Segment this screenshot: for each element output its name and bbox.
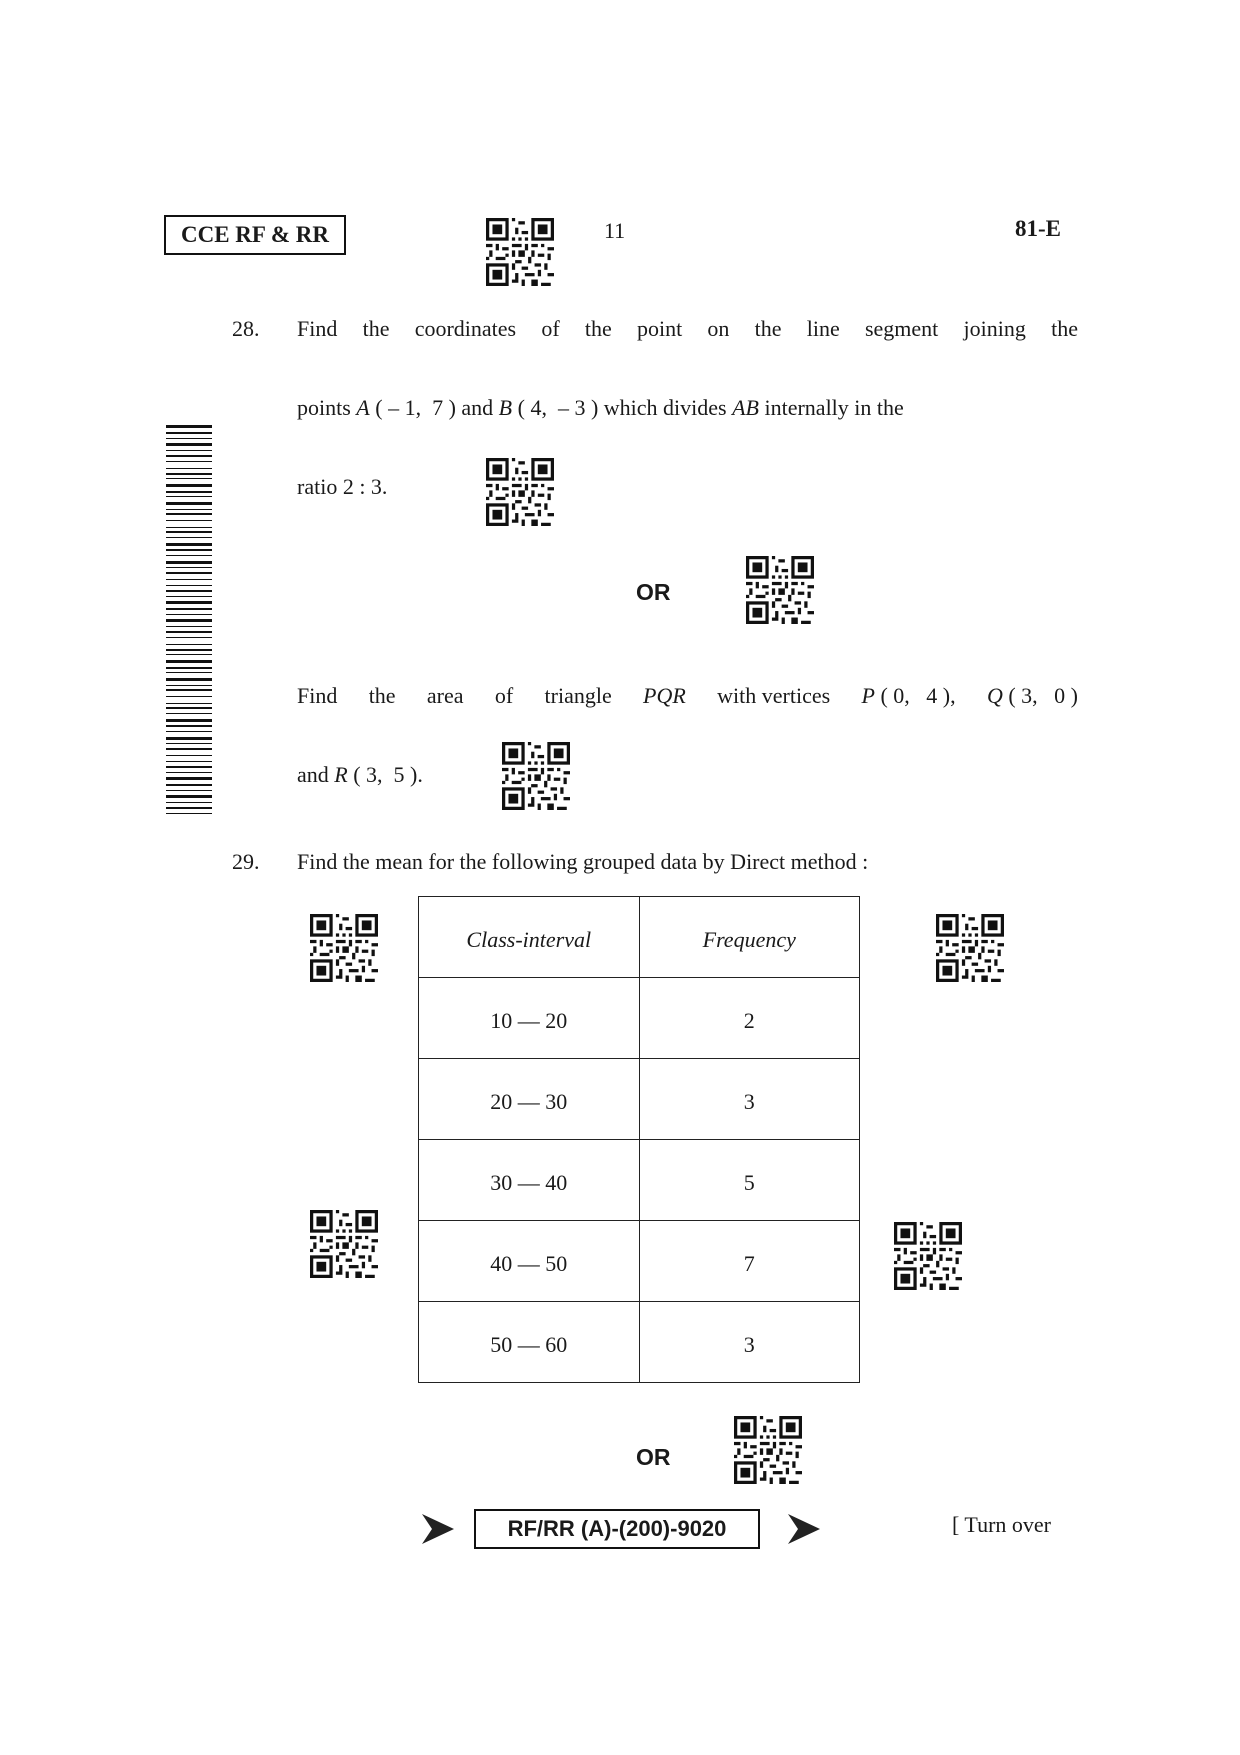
arrow-pointer-icon — [786, 1512, 822, 1546]
q28-line-2: points A ( – 1, 7 ) and B ( 4, – 3 ) which divides AB internally in the — [297, 395, 904, 420]
q28-line-1 — [297, 316, 1078, 342]
turn-over-label: [ Turn over — [952, 1512, 1052, 1537]
question-number-28: 28. — [232, 316, 260, 341]
segment-label: AB — [732, 395, 759, 420]
table-row — [419, 978, 860, 1059]
qr-code-icon — [734, 1416, 802, 1484]
word: coordinates — [414, 316, 517, 341]
q29-text: Find the mean for the following grouped data by Direct method : — [297, 849, 869, 874]
table-header-row — [419, 897, 860, 978]
word: Find — [297, 316, 338, 341]
q28-alt-line-1: Find the area of triangle PQR with vertices P ( 0, 4 ), Q ( 3, 0 ) — [297, 683, 1078, 708]
header-class-interval: Class-interval — [419, 897, 640, 978]
class-interval-cell: 40 — 50 — [419, 1221, 640, 1302]
frequency-cell: 3 — [639, 1059, 860, 1140]
qr-code-icon — [746, 556, 814, 624]
table-row — [419, 1221, 860, 1302]
table-row — [419, 1140, 860, 1221]
qr-code-icon — [486, 458, 554, 526]
frequency-cell: 3 — [639, 1302, 860, 1383]
word: point — [636, 316, 683, 341]
qr-code-icon — [310, 914, 378, 982]
class-interval-cell: 50 — 60 — [419, 1302, 640, 1383]
arrow-pointer-icon — [420, 1512, 456, 1546]
vertex-p-label: P — [861, 683, 875, 708]
series-label: CCE RF & RR — [164, 215, 346, 255]
vertex-q-label: Q — [986, 683, 1003, 708]
qr-code-icon — [936, 914, 1004, 982]
vertex-r-label: R — [334, 762, 348, 787]
paper-code: 81-E — [1015, 216, 1061, 241]
frequency-cell: 2 — [639, 978, 860, 1059]
word: the — [1051, 316, 1078, 341]
word: line — [806, 316, 840, 341]
word: of — [541, 316, 560, 341]
point-b-label: B — [498, 395, 513, 420]
word: on — [707, 316, 730, 341]
qr-code-icon — [310, 1210, 378, 1278]
frequency-cell: 5 — [639, 1140, 860, 1221]
word: the — [584, 316, 612, 341]
table-row — [419, 1302, 860, 1383]
word: the — [754, 316, 782, 341]
q28-line-3: ratio 2 : 3. — [297, 474, 388, 499]
barcode-icon — [166, 425, 212, 817]
table-row — [419, 1059, 860, 1140]
page-number: 11 — [604, 218, 626, 243]
frequency-table — [418, 896, 860, 1383]
question-number-29: 29. — [232, 849, 260, 874]
point-a-label: A — [356, 395, 370, 420]
qr-code-icon — [486, 218, 554, 286]
frequency-cell: 7 — [639, 1221, 860, 1302]
footer-code: RF/RR (A)-(200)-9020 — [474, 1509, 760, 1549]
class-interval-cell: 10 — 20 — [419, 978, 640, 1059]
qr-code-icon — [502, 742, 570, 810]
class-interval-cell: 30 — 40 — [419, 1140, 640, 1221]
class-interval-cell: 20 — 30 — [419, 1059, 640, 1140]
or-separator-29: OR — [636, 1444, 671, 1470]
triangle-label: PQR — [643, 683, 686, 708]
qr-code-icon — [894, 1222, 962, 1290]
or-separator-28: OR — [636, 579, 671, 605]
q28-alt-line-2: and R ( 3, 5 ). — [297, 762, 423, 787]
word: segment — [864, 316, 939, 341]
header-frequency: Frequency — [639, 897, 860, 978]
word: joining — [963, 316, 1026, 341]
word: the — [362, 316, 390, 341]
